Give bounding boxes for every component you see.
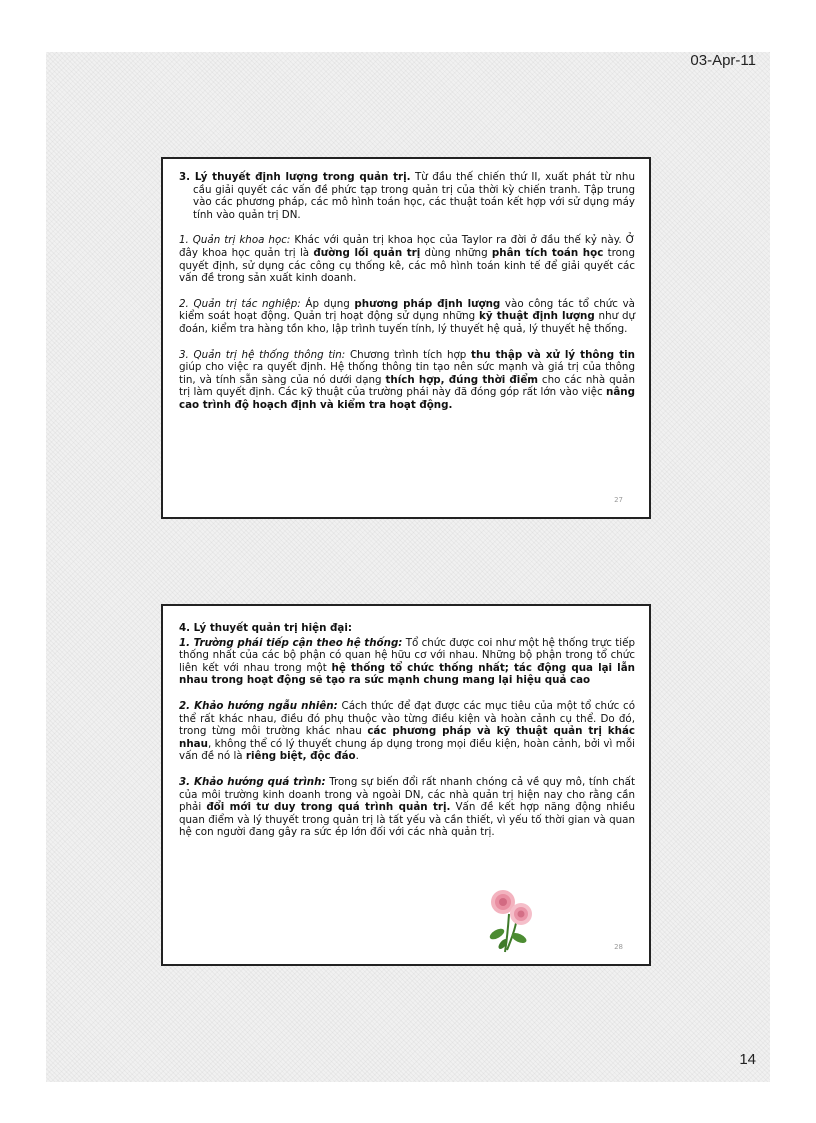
slide-27-paragraph-4: 3. Quản trị hệ thống thông tin: Chương trình tích hợp thu thập và xử lý thông tin giúp cho việc ra quyết định. Hệ thống thông tin tạo nên sức mạnh và giá trị của thông tin, và tính sẵn sàng của nó dưới dạng thích hợp, đúng thời điểm cho các nhà quản trị làm quyết định. Các kỹ thuật của trường phái này đã đóng góp rất lớn vào việc nâng cao trình độ hoạch định và kiểm tra hoạt động. xyxy=(179,348,635,411)
slide-28-heading: 4. Lý thuyết quản trị hiện đại: xyxy=(179,622,353,634)
slide-27-paragraph-1: 3. Lý thuyết định lượng trong quản trị. Từ đầu thế chiến thứ II, xuất phát từ nhu cầu giải quyết các vấn đề phức tạp trong quản trị của thời kỳ chiến tranh. Tập trung vào các phương pháp, các mô hình toán học, các thuật toán kết hợp với sử dụng máy tính vào quản trị DN. xyxy=(179,171,635,221)
rose-bouquet-icon xyxy=(481,884,541,954)
subsection-lead: 1. Quản trị khoa học: xyxy=(179,234,291,247)
slide-28-paragraph-2: 2. Khảo hướng ngẫu nhiên: Cách thức để đạt được các mục tiêu của một tổ chức có thể rất khác nhau, điều đó phụ thuộc vào từng điều kiện và hoàn cảnh cụ thể. Do đó, trong từng môi trường khác nhau các phương pháp và kỹ thuật quản trị khác nhau, không thể có lý thuyết chung áp dụng trong mọi điều kiện, hoàn cảnh, bởi vì mỗi vấn đề nó là riêng biệt, độc đáo. xyxy=(179,699,636,763)
slide-number: 27 xyxy=(614,496,623,505)
section-heading: 3. Lý thuyết định lượng trong quản trị. xyxy=(179,171,411,183)
slide-28-paragraph-3: 3. Khảo hướng quá trình: Trong sự biến đổi rất nhanh chóng cả về quy mô, tính chất của môi trường kinh doanh trong và ngoài DN, các nhà quản trị hiện nay cho rằng cần phải đổi mới tư duy trong quá trình quản trị. Vấn đề kết hợp năng động nhiều quan điểm và lý thuyết trong quản trị là tất yếu và cần thiết, vì yếu tố thời gian và quan hệ con người đang gây ra sức ép lớn đối với các nhà quản trị. xyxy=(179,775,635,839)
subsection-lead: 2. Quản trị tác nghiệp: xyxy=(179,297,301,310)
slide-28 xyxy=(161,604,651,966)
slide-27-paragraph-3: 2. Quản trị tác nghiệp: Áp dụng phương pháp định lượng vào công tác tổ chức và kiểm soát hoạt động. Quản trị hoạt động sử dụng những kỹ thuật định lượng như dự đoán, kiểm tra hàng tồn kho, lập trình tuyến tính, lý thuyết hệ quả, lý thuyết hệ thống. xyxy=(179,297,636,335)
slide-number: 28 xyxy=(614,943,623,952)
subsection-lead: 1. Trường phái tiếp cận theo hệ thống: xyxy=(179,636,403,649)
subsection-lead: 3. Quản trị hệ thống thông tin: xyxy=(179,348,346,361)
subsection-lead: 3. Khảo hướng quá trình: xyxy=(179,775,326,788)
subsection-lead: 2. Khảo hướng ngẫu nhiên: xyxy=(179,699,338,712)
slide-27-paragraph-2: 1. Quản trị khoa học: Khác với quản trị khoa học của Taylor ra đời ở đầu thế kỷ này. Ở đây khoa học quản trị là đường lối quản trị dùng những phân tích toán học trong quyết định, sử dụng các công cụ thống kê, các mô hình toán kinh tế để giải quyết các vấn đề trong sản xuất kinh doanh. xyxy=(179,234,635,285)
header-date: 03-Apr-11 xyxy=(690,52,756,69)
page-number: 14 xyxy=(739,1051,756,1068)
slide-28-paragraph-1: 1. Trường phái tiếp cận theo hệ thống: Tổ chức được coi như một hệ thống trực tiếp thống nhất của các bộ phận có quan hệ hữu cơ với nhau. Những bộ phận trong tổ chức liên kết với nhau trong một hệ thống tổ chức thống nhất; tác động qua lại lẫn nhau trong hoạt động sẽ tạo ra sức mạnh chung mang lại hiệu quả cao xyxy=(179,636,636,687)
slide-27 xyxy=(161,157,651,519)
